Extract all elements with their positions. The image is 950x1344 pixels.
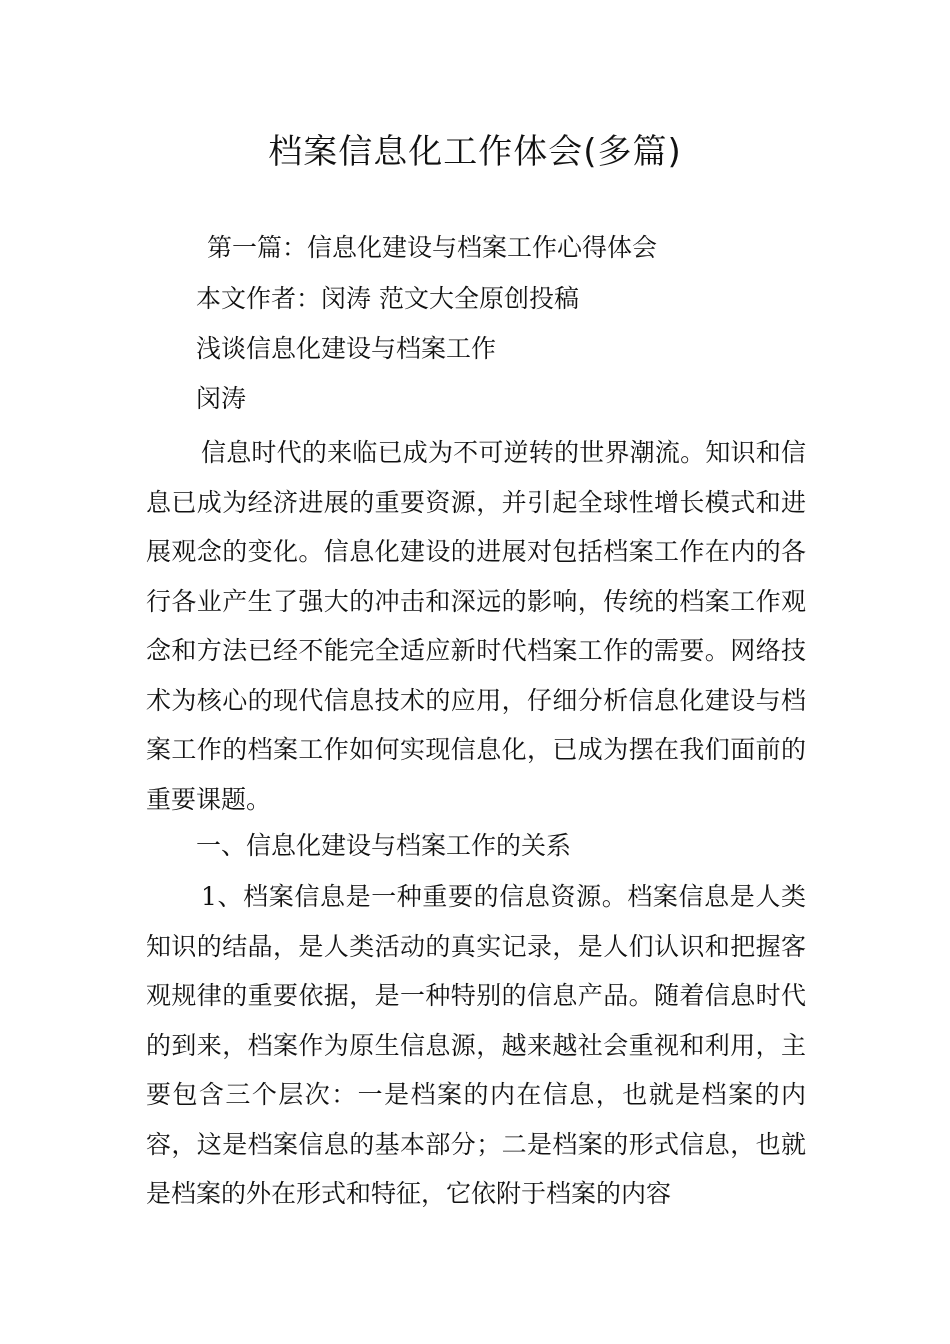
document-title: 档案信息化工作体会(多篇) [268,132,682,172]
section-heading-1: 一、信息化建设与档案工作的关系 [196,831,572,860]
body-paragraph-1: 信息时代的来临已成为不可逆转的世界潮流。知识和信息已成为经济进展的重要资源，并引起全球性增长模式和进展观念的变化。信息化建设的进展对包括档案工作在内的各行各业产生了强大的冲击和深远的影响，传统的档案工作观念和方法已经不能完全适应新时代档案工作的需要。网络技术为核心的现代信息技术的应用，仔细分析信息化建设与档案工作的档案工作如何实现信息化，已成为摆在我们面前的重要课题。 [146,438,806,814]
article-author: 闵涛 [196,384,247,413]
section-title: 第一篇：信息化建设与档案工作心得体会 [207,233,658,262]
author-line: 本文作者：闵涛 范文大全原创投稿 [196,284,579,313]
body-paragraph-2: 1、档案信息是一种重要的信息资源。档案信息是人类知识的结晶，是人类活动的真实记录，是人们认识和把握客观规律的重要依据，是一种特别的信息产品。随着信息时代的到来，档案作为原生信息源，越来越社会重视和利用，主要包含三个层次：一是档案的内在信息，也就是档案的内容，这是档案信息的基本部分；二是档案的形式信息，也就是档案的外在形式和特征，它依附于档案的内容 [146,882,806,1208]
article-title: 浅谈信息化建设与档案工作 [196,334,497,363]
